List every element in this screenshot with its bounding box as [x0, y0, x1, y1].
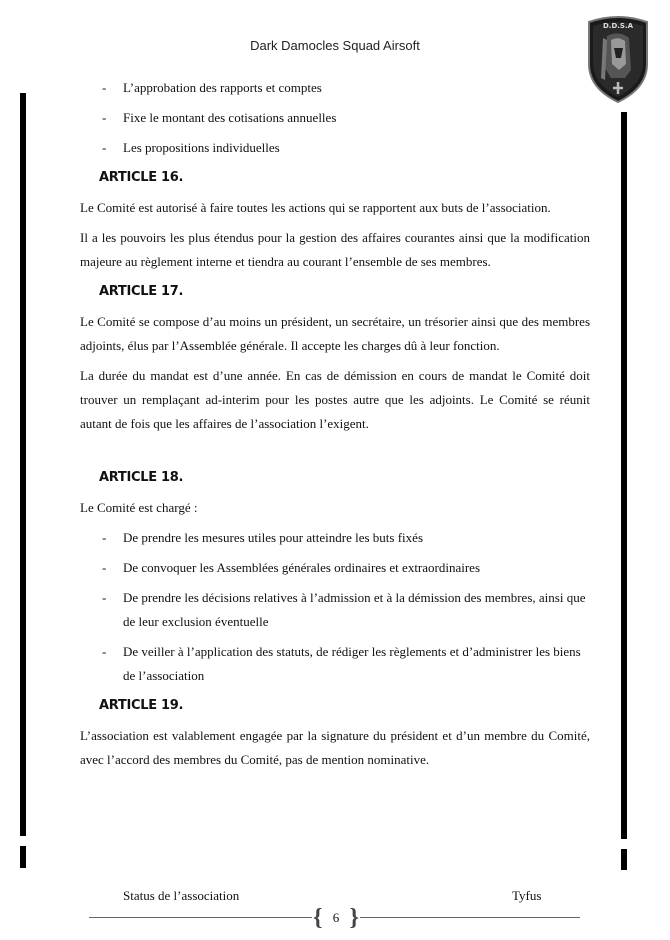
- footer-rule-right: [360, 917, 580, 918]
- left-margin-bar: [20, 93, 26, 836]
- right-brace-icon: }: [349, 905, 359, 931]
- page-number-box: [313, 905, 359, 931]
- article-heading: ARTICLE 17.: [99, 284, 184, 299]
- paragraph: Le Comité se compose d’au moins un président, un secrétaire, un trésorier ainsi que des membres adjoints, élus par l’Assemblée générale. Il accepte les charges dû à leur fonction.: [80, 314, 590, 353]
- bullet-list: [80, 76, 590, 160]
- bullet-dash-icon: -: [102, 560, 107, 575]
- bullet-dash-icon: -: [102, 140, 107, 155]
- bullet-dash-icon: -: [102, 530, 107, 545]
- article-heading: ARTICLE 16.: [99, 170, 184, 185]
- footer-left-text: Status de l’association: [123, 888, 240, 903]
- bullet-dash-icon: -: [102, 590, 107, 605]
- article-heading: ARTICLE 19.: [99, 698, 184, 713]
- right-margin-bar: [621, 112, 627, 839]
- list-item-text: De prendre les décisions relatives à l’admission et à la démission des membres, ainsi que de leur exclusion éventuelle: [123, 590, 586, 629]
- bullet-dash-icon: -: [102, 80, 107, 95]
- list-item: [80, 106, 590, 130]
- footer-right-text: Tyfus: [512, 888, 542, 903]
- document-body: [80, 76, 590, 778]
- page-number: 6: [332, 910, 340, 925]
- list-item-text: De veiller à l’application des statuts, de rédiger les règlements et d’administrer les biens de l’association: [123, 644, 581, 683]
- article-heading: ARTICLE 18.: [99, 470, 184, 485]
- paragraph: Le Comité est autorisé à faire toutes les actions qui se rapportent aux buts de l’association.: [80, 200, 551, 215]
- paragraph: L’association est valablement engagée par la signature du président et d’un membre du Comité, avec l’accord des membres du Comité, pas de mention nominative.: [80, 728, 590, 767]
- list-item-text: De convoquer les Assemblées générales ordinaires et extraordinaires: [123, 560, 481, 575]
- list-item-text: Les propositions individuelles: [123, 140, 280, 155]
- left-margin-bar-short: [20, 846, 26, 868]
- paragraph: Il a les pouvoirs les plus étendus pour la gestion des affaires courantes ainsi que la modification majeure au règlement interne et tiendra au courant l’ensemble de ses membres.: [80, 230, 590, 269]
- list-item: [80, 556, 590, 580]
- list-item: [80, 640, 590, 688]
- list-item: [80, 76, 590, 100]
- left-brace-icon: {: [313, 905, 323, 931]
- bullet-list: [80, 526, 590, 688]
- list-item: [80, 526, 590, 550]
- list-item-text: L’approbation des rapports et comptes: [123, 80, 322, 95]
- footer-rule-left: [89, 917, 312, 918]
- right-margin-bar-short: [621, 849, 627, 870]
- bullet-dash-icon: -: [102, 644, 107, 659]
- list-item-text: Fixe le montant des cotisations annuelles: [123, 110, 337, 125]
- list-item: [80, 136, 590, 160]
- section-spacer: [80, 442, 590, 466]
- page-header-title: Dark Damocles Squad Airsoft: [250, 38, 420, 53]
- list-item-text: De prendre les mesures utiles pour atteindre les buts fixés: [123, 530, 423, 545]
- list-item: [80, 586, 590, 634]
- paragraph: La durée du mandat est d’une année. En cas de démission en cours de mandat le Comité doit trouver un remplaçant ad-interim pour les postes autre que les adjoints. Le Comité se réunit autant de fois que les affaires de l’association l’exigent.: [80, 368, 590, 431]
- paragraph: Le Comité est chargé :: [80, 500, 198, 515]
- bullet-dash-icon: -: [102, 110, 107, 125]
- logo-text: D.D.S.A: [602, 22, 634, 30]
- squad-logo-shield-icon: [585, 8, 651, 104]
